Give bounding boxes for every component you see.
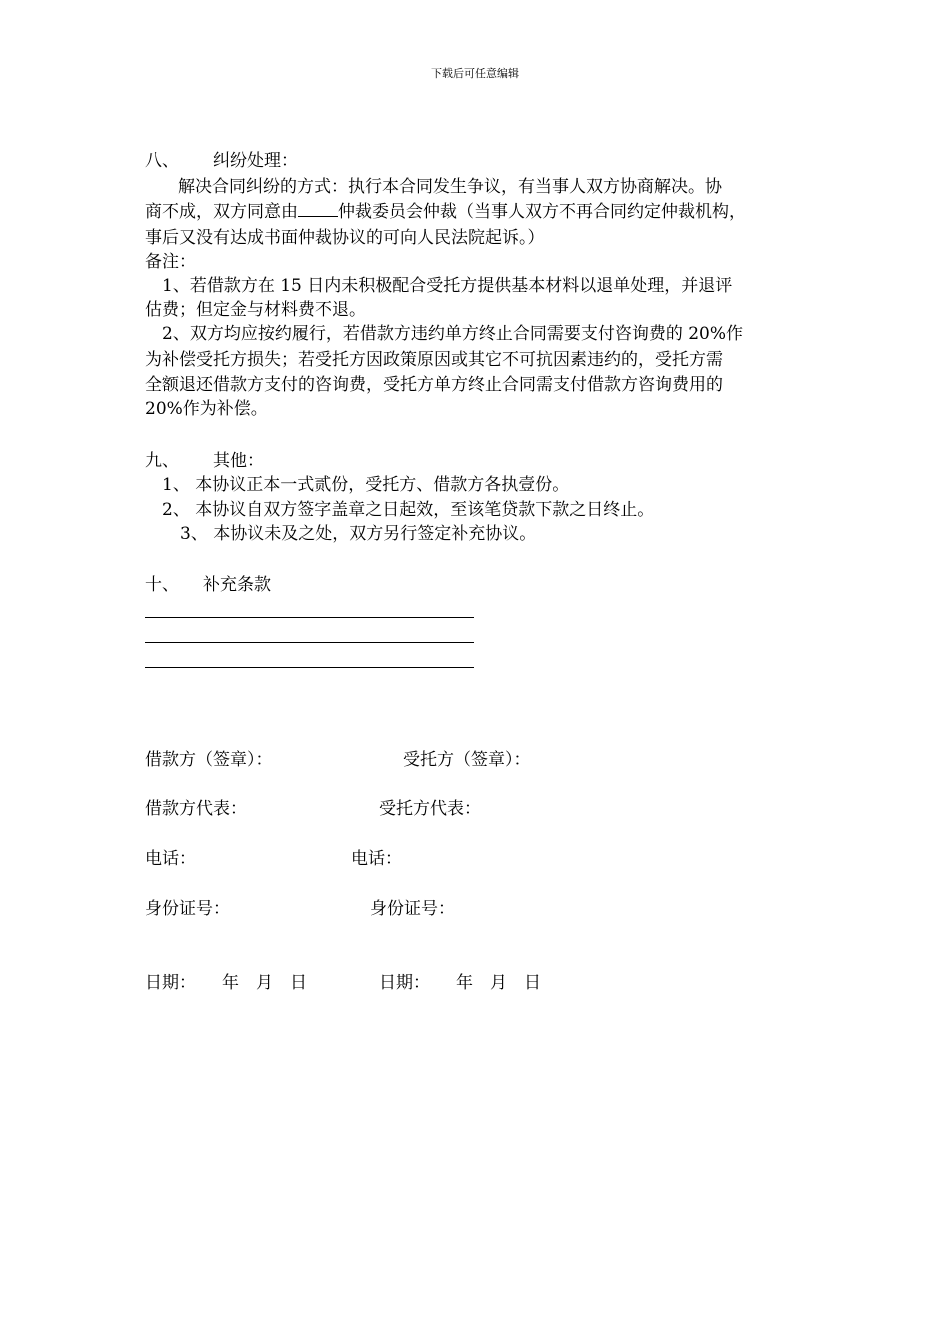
- borrower-phone-label: 电话：: [145, 849, 196, 869]
- section-9-item-1: 1、 本协议正本一式贰份，受托方、借款方各执壹份。: [162, 475, 570, 495]
- note-2-line-2: 为补偿受托方损失；若受托方因政策原因或其它不可抗因素违约的，受托方需: [145, 350, 723, 370]
- note-1-line-1: 1、若借款方在 15 日内未积极配合受托方提供基本材料以退单处理，并退评: [162, 276, 733, 296]
- borrower-id-label: 身份证号：: [145, 899, 230, 919]
- borrower-date-label: 日期：: [145, 973, 196, 993]
- section-10-number: 十、: [145, 575, 179, 595]
- note-1-line-2: 估费；但定金与材料费不退。: [145, 300, 366, 320]
- supplementary-fill-line-3: [145, 667, 474, 668]
- note-2-line-1: 2、双方均应按约履行，若借款方违约单方终止合同需要支付咨询费的 20%作: [162, 324, 744, 344]
- section-9-heading: [145, 449, 264, 473]
- section-9-title: 其他：: [213, 451, 264, 471]
- section-8-body-line-1: 解决合同纠纷的方式：执行本合同发生争议，有当事人双方协商解决。协: [178, 177, 722, 197]
- section-8-title: 纠纷处理：: [213, 151, 298, 171]
- borrower-rep-label: 借款方代表：: [145, 799, 247, 819]
- borrower-seal-label: 借款方（签章）：: [145, 750, 273, 770]
- section-10-heading: [145, 573, 271, 597]
- arbitration-blank: [298, 202, 338, 217]
- section-10-title: 补充条款: [203, 575, 271, 595]
- section-8-body-line-3: 事后又没有达成书面仲裁协议的可向人民法院起诉。）: [145, 228, 545, 248]
- trustee-date-ymd: 年 月 日: [456, 973, 541, 993]
- page-header: 下载后可任意编辑: [431, 67, 519, 80]
- trustee-rep-label: 受托方代表：: [379, 799, 481, 819]
- trustee-id-label: 身份证号：: [370, 899, 455, 919]
- note-2-line-4: 20%作为补偿。: [145, 399, 268, 419]
- borrower-date-ymd: 年 月 日: [222, 973, 307, 993]
- section-9-item-3: 3、 本协议未及之处，双方另行签定补充协议。: [180, 524, 537, 544]
- section-8-number: 八、: [145, 151, 179, 171]
- section-8-heading: [145, 149, 298, 173]
- section-8-body-line-2: [145, 200, 746, 224]
- supplementary-fill-line-2: [145, 642, 474, 643]
- note-label: 备注：: [145, 252, 196, 272]
- trustee-phone-label: 电话：: [351, 849, 402, 869]
- body-line-2-start: 商不成，双方同意由: [145, 202, 298, 222]
- trustee-date-label: 日期：: [379, 973, 430, 993]
- note-2-line-3: 全额退还借款方支付的咨询费，受托方单方终止合同需支付借款方咨询费用的: [145, 375, 723, 395]
- trustee-seal-label: 受托方（签章）：: [403, 750, 531, 770]
- section-9-item-2: 2、 本协议自双方签字盖章之日起效，至该笔贷款下款之日终止。: [162, 500, 655, 520]
- section-9-number: 九、: [145, 451, 179, 471]
- supplementary-fill-line-1: [145, 617, 474, 618]
- body-line-2-end: 仲裁委员会仲裁（当事人双方不再合同约定仲裁机构，: [338, 202, 746, 222]
